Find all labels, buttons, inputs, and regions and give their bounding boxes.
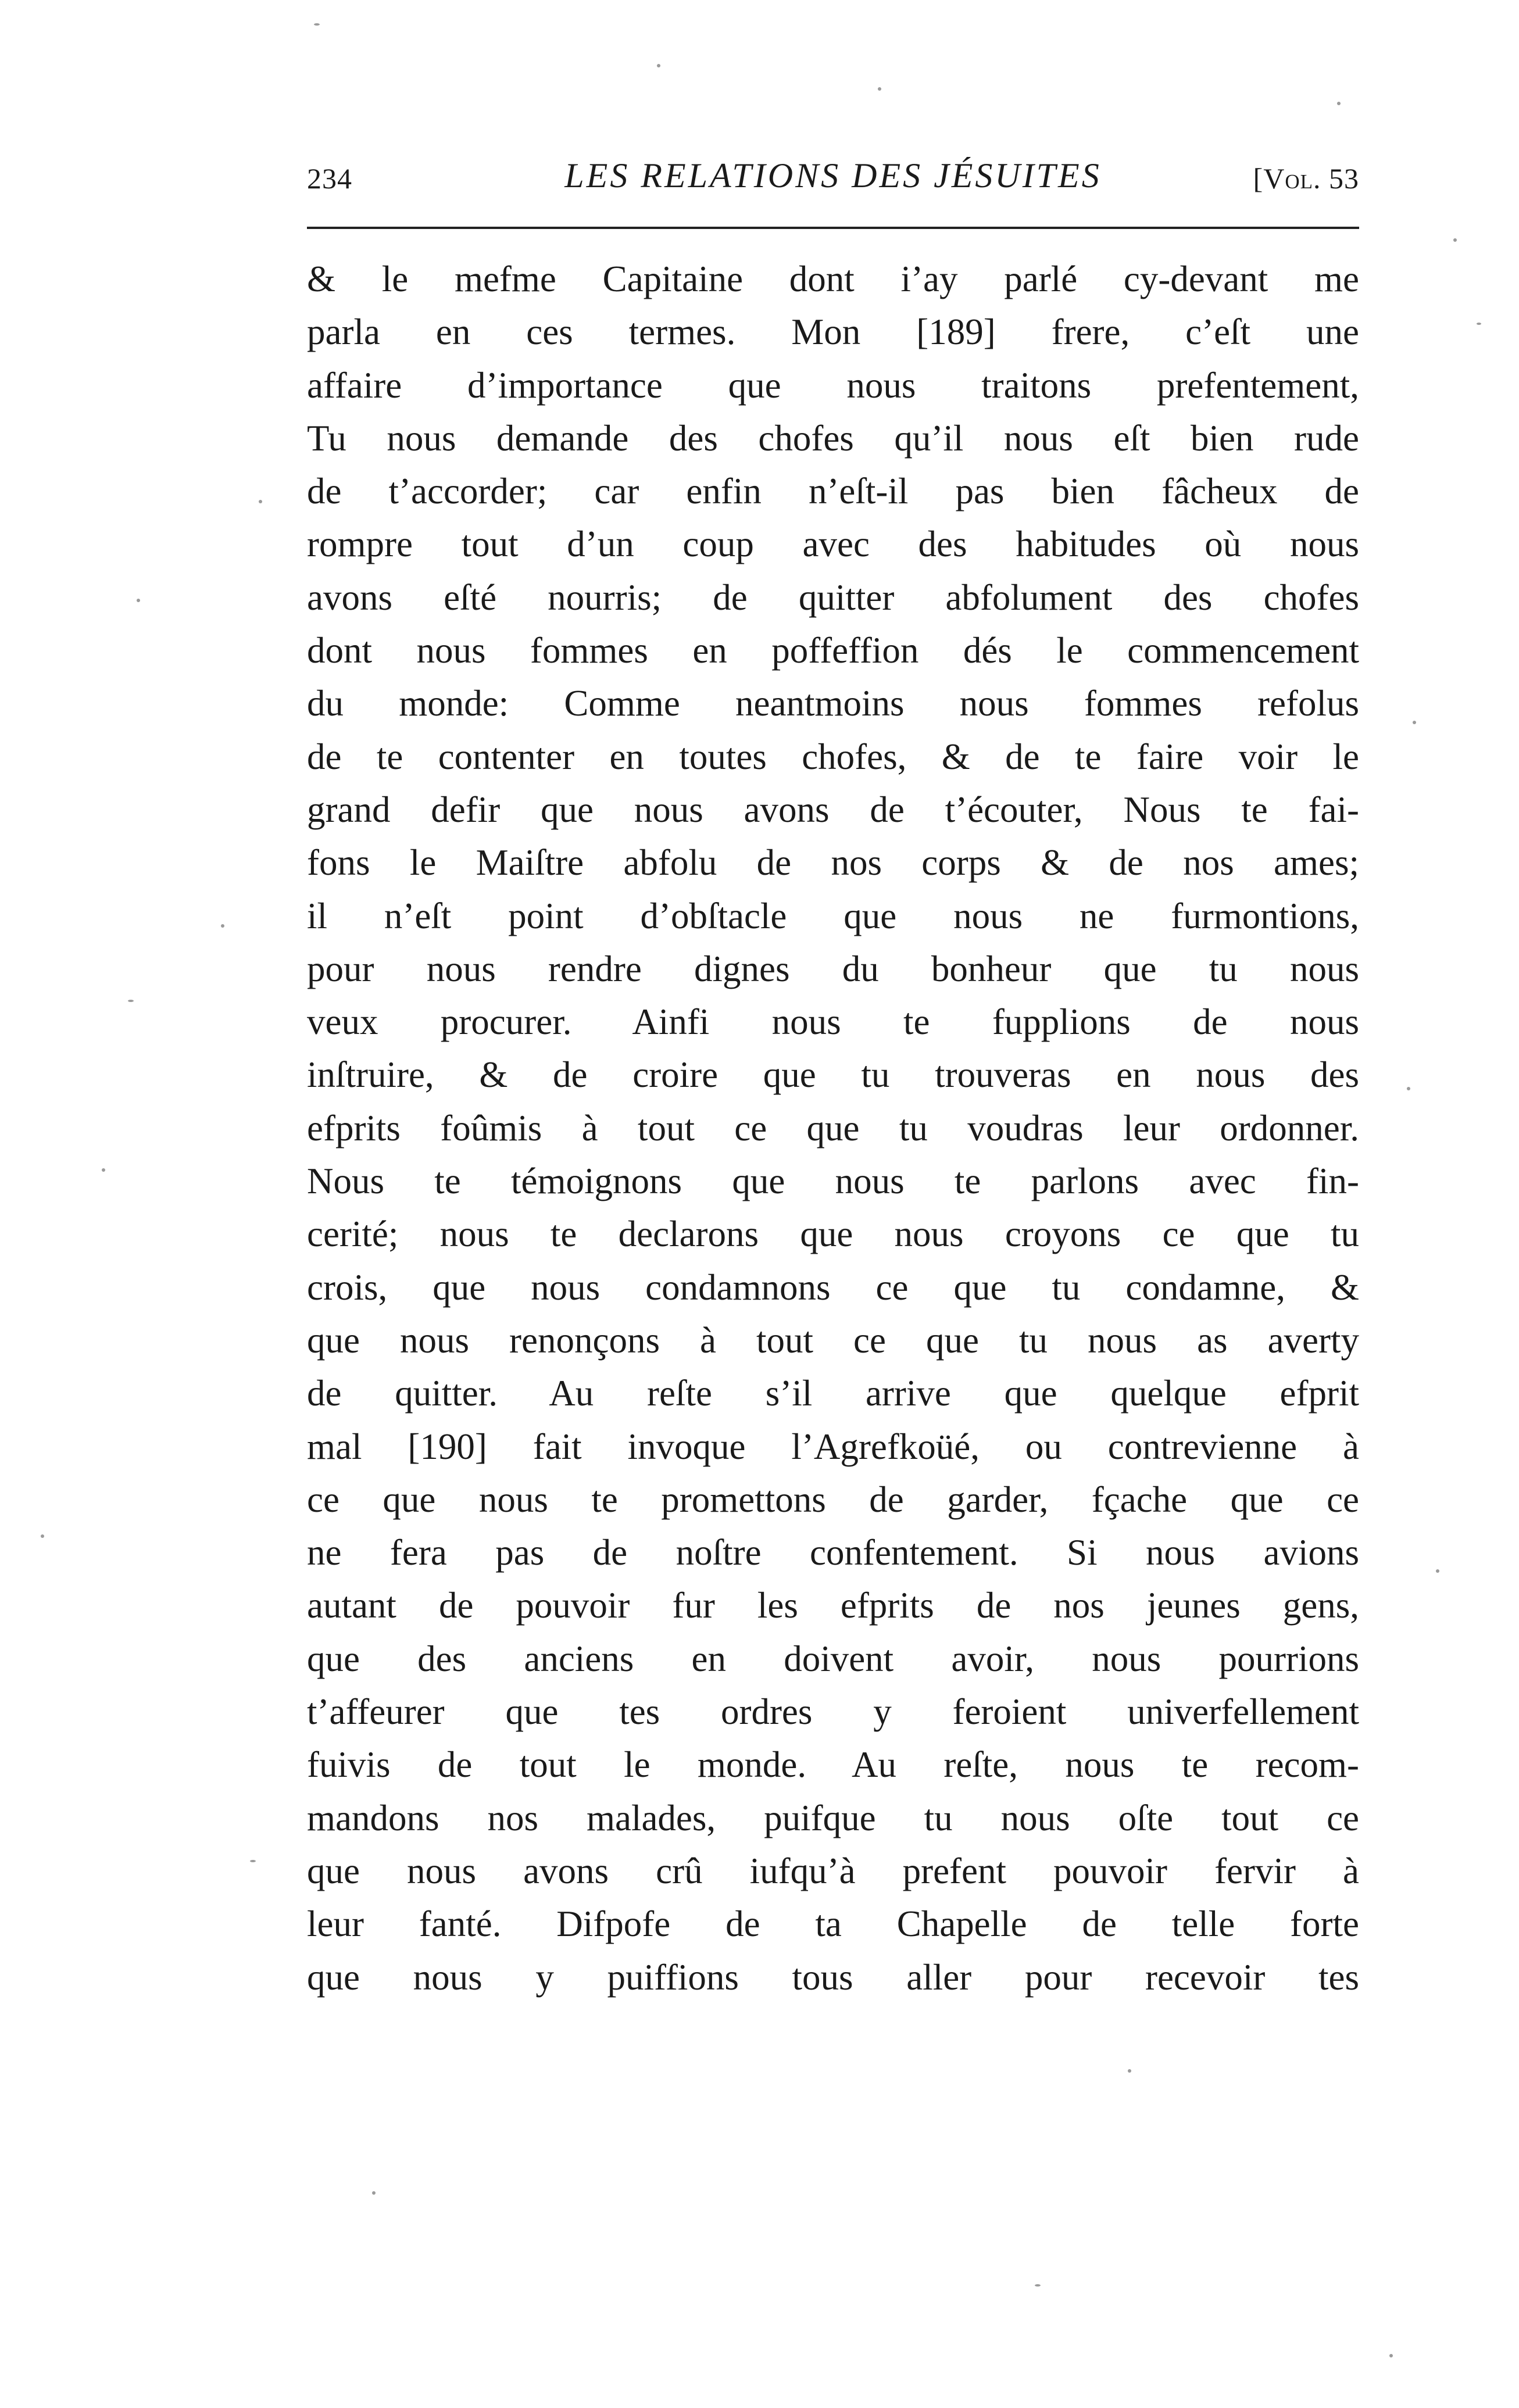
scan-speck xyxy=(137,599,140,602)
text-line: inſtruire, & de croire que tu trouveras en nous des xyxy=(307,1054,1359,1096)
scan-speck xyxy=(878,87,881,91)
text-line: fons le Maiſtre abfolu de nos corps & de nos ames; xyxy=(307,842,1359,883)
text-line: mal [190] fait invoque l’Agrefkoüé, ou contrevienne à xyxy=(307,1426,1359,1467)
text-line: affaire d’importance que nous traitons prefentement, xyxy=(307,364,1359,406)
page-number: 234 xyxy=(307,162,352,195)
text-line: leur fanté. Difpofe de ta Chapelle de telle forte xyxy=(307,1903,1359,1945)
page-header xyxy=(307,156,1359,208)
text-line: du monde: Comme neantmoins nous fommes refolus xyxy=(307,683,1359,724)
text-line: Nous te témoignons que nous te parlons avec fin- xyxy=(307,1161,1359,1202)
text-line: cerité; nous te declarons que nous croyons ce que tu xyxy=(307,1214,1359,1255)
text-line: de te contenter en toutes chofes, & de te faire voir le xyxy=(307,736,1359,777)
scan-speck xyxy=(128,1000,134,1002)
text-line: rompre tout d’un coup avec des habitudes où nous xyxy=(307,524,1359,565)
scan-speck xyxy=(250,1860,256,1862)
text-line: mandons nos malades, puifque tu nous oſte tout ce xyxy=(307,1797,1359,1838)
text-line: que nous y puiffions tous aller pour recevoir tes xyxy=(307,1956,1359,1998)
scan-speck xyxy=(1413,721,1416,724)
text-line: pour nous rendre dignes du bonheur que tu nous xyxy=(307,948,1359,989)
scan-speck xyxy=(1035,2284,1041,2287)
text-line: parla en ces termes. Mon [189] frere, c’eſt une xyxy=(307,312,1359,353)
text-line: il n’eſt point d’obſtacle que nous ne furmontions, xyxy=(307,895,1359,936)
text-line: t’affeurer que tes ordres y feroient univerfellement xyxy=(307,1691,1359,1733)
scan-speck xyxy=(1128,2069,1131,2073)
scan-speck xyxy=(221,924,224,928)
running-title: LES RELATIONS DES JÉSUITES xyxy=(564,156,1102,195)
volume-label: [Vol. 53 xyxy=(1253,162,1359,195)
scan-speck xyxy=(1477,323,1481,325)
scan-speck xyxy=(1337,102,1341,105)
text-line: efprits foûmis à tout ce que tu voudras leur ordonner. xyxy=(307,1107,1359,1148)
text-line: ce que nous te promettons de garder, fçache que ce xyxy=(307,1479,1359,1520)
scan-speck xyxy=(102,1168,105,1172)
text-line: autant de pouvoir fur les efprits de nos jeunes gens, xyxy=(307,1585,1359,1626)
text-line: Tu nous demande des chofes qu’il nous eſt bien rude xyxy=(307,417,1359,459)
text-line: de t’accorder; car enfin n’eſt-il pas bien fâcheux de xyxy=(307,471,1359,512)
text-line: dont nous fommes en poffeffion dés le commencement xyxy=(307,630,1359,671)
header-rule xyxy=(307,227,1359,229)
scan-speck xyxy=(1453,238,1457,242)
text-line: que nous avons crû iufqu’à prefent pouvoir fervir à xyxy=(307,1850,1359,1891)
text-line: ne fera pas de noſtre confentement. Si nous avions xyxy=(307,1532,1359,1573)
body-text xyxy=(307,253,1359,2004)
text-line: que nous renonçons à tout ce que tu nous as averty xyxy=(307,1319,1359,1361)
scan-speck xyxy=(41,1534,44,1538)
text-line: que des anciens en doivent avoir, nous pourrions xyxy=(307,1638,1359,1679)
scan-speck xyxy=(1436,1569,1439,1573)
scan-speck xyxy=(259,500,262,503)
scan-speck xyxy=(372,2191,376,2195)
scan-speck xyxy=(657,64,660,67)
text-line: de quitter. Au reſte s’il arrive que quelque efprit xyxy=(307,1373,1359,1414)
scan-speck xyxy=(1389,2354,1393,2357)
text-line: grand defir que nous avons de t’écouter, Nous te fai- xyxy=(307,789,1359,830)
scan-speck xyxy=(1407,1087,1410,1090)
text-line: crois, que nous condamnons ce que tu condamne, & xyxy=(307,1266,1359,1308)
scan-speck xyxy=(314,23,320,26)
text-line: & le mefme Capitaine dont i’ay parlé cy-devant me xyxy=(307,259,1359,299)
text-line: avons eſté nourris; de quitter abfolument des chofes xyxy=(307,577,1359,618)
text-line: fuivis de tout le monde. Au reſte, nous te recom- xyxy=(307,1744,1359,1786)
text-line: veux procurer. Ainfi nous te fupplions de nous xyxy=(307,1001,1359,1043)
